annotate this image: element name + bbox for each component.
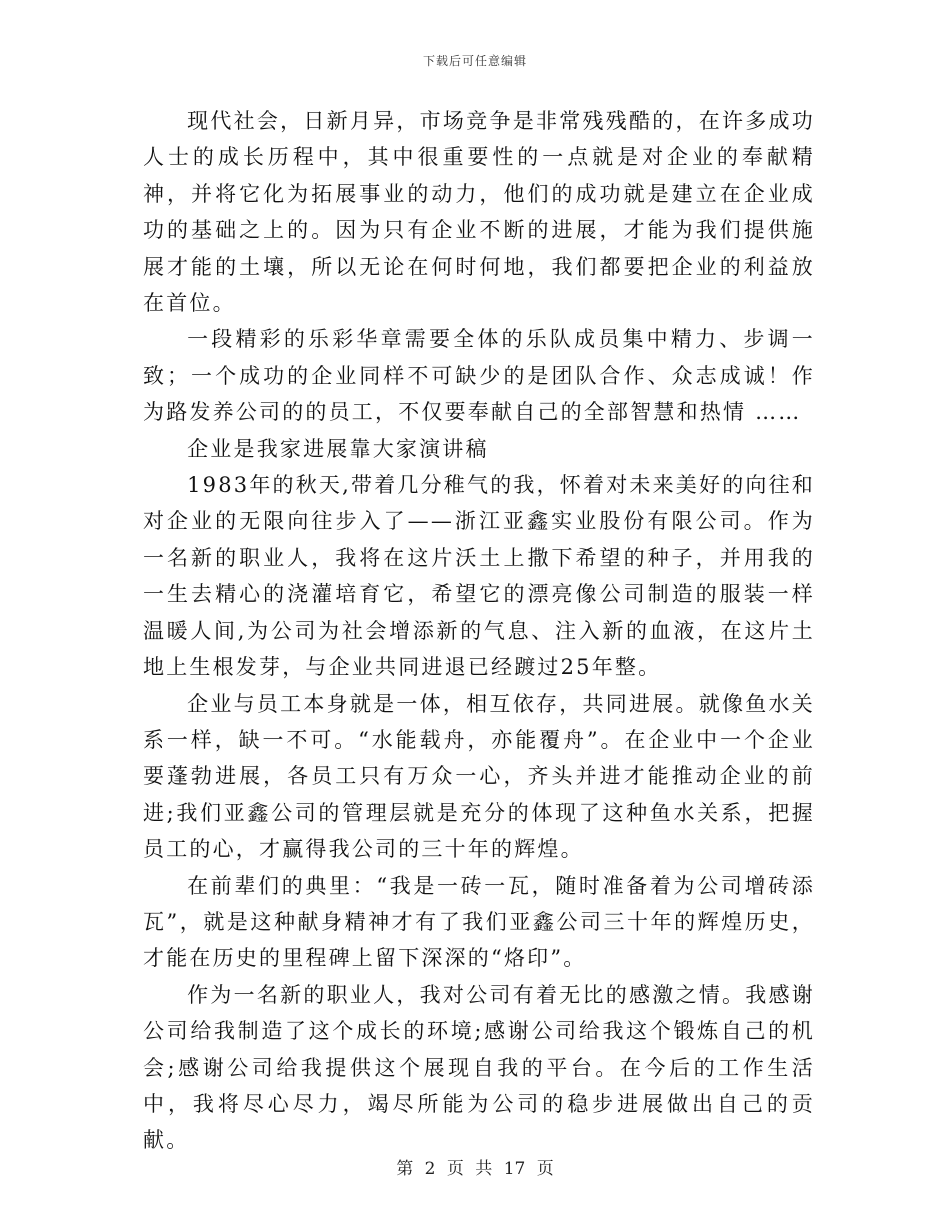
page-header: 下载后可任意编辑 (422, 54, 527, 68)
paragraph: 现代社会，日新月异，市场竞争是非常残残酷的，在许多成功人士的成长历程中，其中很重要性的一点就是对企业的奉献精神，并将它化为拓展事业的动力，他们的成功就是建立在企业成功的基础之上的。因为只有企业不断的进展，才能为我们提供施展才能的土壤，所以无论在何时何地，我们都要把企业的利益放在首位。 (143, 109, 815, 316)
document-body (143, 103, 815, 1159)
paragraph: 1983年的秋天,带着几分稚气的我，怀着对未来美好的向往和对企业的无限向往步入了——浙江亚鑫实业股份有限公司。作为一名新的职业人，我将在这片沃土上撒下希望的种子，并用我的一生去精心的浇灌培育它，希望它的漂亮像公司制造的服装一样温暖人间,为公司为社会增添新的气息、注入新的血液，在这片土地上生根发芽，与企业共同进退已经踱过25年整。 (143, 473, 816, 680)
paragraph: 作为一名新的职业人，我对公司有着无比的感激之情。我感谢公司给我制造了这个成长的环境;感谢公司给我这个锻炼自己的机会;感谢公司给我提供这个展现自我的平台。在今后的工作生活中，我将尽心尽力，竭尽所能为公司的稳步进展做出自己的贡献。 (143, 982, 815, 1153)
paragraph: 在前辈们的典里：“我是一砖一瓦，随时准备着为公司增砖添瓦”，就是这种献身精神才有了我们亚鑫公司三十年的辉煌历史，才能在历史的里程碑上留下深深的“烙印”。 (143, 873, 815, 971)
paragraph: 企业与员工本身就是一体，相互依存，共同进展。就像鱼水关系一样，缺一不可。“水能载舟，亦能覆舟”。在企业中一个企业要蓬勃进展，各员工只有万众一心，齐头并进才能推动企业的前进;我们亚鑫公司的管理层就是充分的体现了这种鱼水关系，把握员工的心，才赢得我公司的三十年的辉煌。 (143, 691, 815, 862)
paragraph: 一段精彩的乐彩华章需要全体的乐队成员集中精力、步调一致；一个成功的企业同样不可缺少的是团队合作、众志成诚！作为路发养公司的的员工，不仅要奉献自己的全部智慧和热情 …… (143, 327, 815, 425)
page-footer: 第 2 页 共 17 页 (396, 1159, 554, 1179)
section-title: 企业是我家进展靠大家演讲稿 (187, 436, 489, 461)
